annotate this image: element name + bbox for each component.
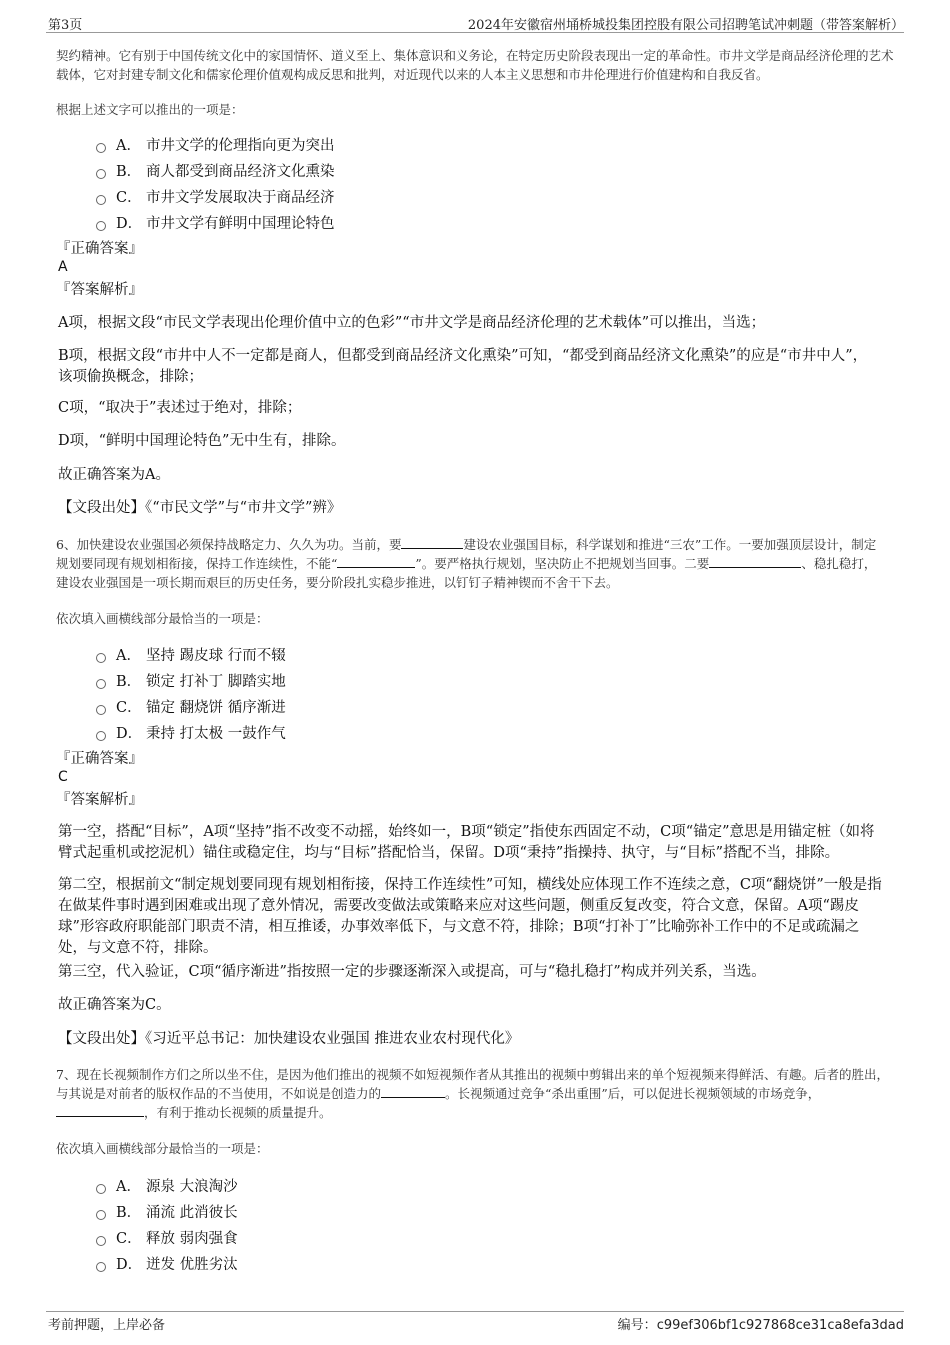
- q6-blank-2: [337, 555, 415, 568]
- source-title: 《习近平总书记：加快建设农业强国 推进农业农村现代化》: [145, 1031, 520, 1047]
- footer-slogan: 考前押题，上岸必备: [48, 1318, 166, 1333]
- q6-stem-part: 6、加快建设农业强国必须保持战略定力、久久为功。当前，要: [56, 537, 402, 552]
- q7-stem-part: 7、现在长视频制作方们之所以坐不住，是因为他们推出的视频不如短视频作者从其推出的视频中剪辑出来的单个短视频来得鲜活、有趣。后者的胜出，与其说是对前者的版权作品的不当使用，不如说是创造力的: [56, 1067, 889, 1101]
- option-letter: D．: [116, 216, 143, 232]
- q5-analysis-b: B项，根据文段“市井中人不一定都是商人，但都受到商品经济文化熏染”可知，“都受到商品经济文化熏染”的应是“市井中人”，该项偷换概念，排除；: [58, 348, 868, 385]
- q7-stem-part: 。长视频通过竞争“杀出重围”后，可以促进长视频领域的市场竞争，: [445, 1086, 821, 1101]
- option-letter: B．: [116, 1205, 142, 1221]
- option-text: 市井文学有鲜明中国理论特色: [146, 216, 335, 232]
- q6-analysis-blank-3: 第三空，代入验证，C项“循序渐进”指按照一定的步骤逐渐深入或提高，可与“稳扎稳打”构成并列关系，当选。: [58, 964, 766, 980]
- radio-icon[interactable]: [96, 653, 106, 663]
- q6-conclusion: 故正确答案为C。: [58, 997, 171, 1013]
- radio-icon[interactable]: [96, 705, 106, 715]
- option-text: 商人都受到商品经济文化熏染: [146, 164, 335, 180]
- option-text: 迸发 优胜劣汰: [146, 1257, 238, 1273]
- q6-source: [58, 1029, 519, 1050]
- source-title: 《“市民文学”与“市井文学”辨》: [145, 500, 342, 516]
- q6-prompt: 依次填入画横线部分最恰当的一项是：: [56, 611, 269, 626]
- q7-option-a[interactable]: [96, 1175, 238, 1196]
- option-text: 市井文学的伦理指向更为突出: [146, 138, 335, 154]
- option-letter: D．: [116, 1257, 143, 1273]
- document-title: 2024年安徽宿州埇桥城投集团控股有限公司招聘笔试冲刺题（带答案解析）: [467, 18, 904, 33]
- option-letter: D．: [116, 726, 143, 742]
- radio-icon[interactable]: [96, 679, 106, 689]
- q5-answer: A: [58, 259, 68, 275]
- q7-stem-part: ，有利于推动长视频的质量提升。: [144, 1105, 332, 1120]
- q6-option-c[interactable]: [96, 696, 286, 717]
- q7-prompt: 依次填入画横线部分最恰当的一项是：: [56, 1141, 269, 1156]
- option-letter: A．: [116, 1179, 141, 1195]
- header-divider: [46, 32, 904, 33]
- option-text: 释放 弱肉强食: [146, 1231, 238, 1247]
- q6-option-a[interactable]: [96, 644, 286, 665]
- q5-option-a[interactable]: [96, 134, 335, 155]
- q6-answer-label: 『正确答案』: [56, 751, 143, 767]
- q6-stem-part: ”。要严格执行规划，坚决防止不把规划当回事。二要: [415, 556, 710, 571]
- radio-icon[interactable]: [96, 195, 106, 205]
- q5-option-b[interactable]: [96, 160, 335, 181]
- option-letter: A．: [116, 138, 141, 154]
- q7-option-d[interactable]: [96, 1253, 238, 1274]
- q5-prompt: 根据上述文字可以推出的一项是：: [56, 102, 244, 117]
- radio-icon[interactable]: [96, 169, 106, 179]
- option-text: 源泉 大浪淘沙: [146, 1179, 238, 1195]
- q7-blank-2: [56, 1104, 144, 1117]
- q6-stem-part: 、稳扎稳打，建设农业强国是一项长期而艰巨的历史任务，要分阶段扎实稳步推进，以钉钉子精神锲而不舍干下去。: [56, 556, 877, 590]
- option-letter: A．: [116, 648, 141, 664]
- option-text: 秉持 打太极 一鼓作气: [146, 726, 286, 742]
- q7-stem: [56, 1065, 894, 1122]
- option-letter: B．: [116, 674, 142, 690]
- footer-divider: [46, 1311, 904, 1312]
- option-letter: C．: [116, 190, 142, 206]
- radio-icon[interactable]: [96, 1184, 106, 1194]
- option-text: 市井文学发展取决于商品经济: [146, 190, 335, 206]
- q5-analysis-c: C项，“取决于”表述过于绝对，排除；: [58, 400, 302, 416]
- radio-icon[interactable]: [96, 221, 106, 231]
- radio-icon[interactable]: [96, 143, 106, 153]
- q5-analysis-a: A项，根据文段“市民文学表现出伦理价值中立的色彩”“市井文学是商品经济伦理的艺术载体”可以推出，当选；: [58, 315, 766, 331]
- document-code: [618, 1314, 904, 1333]
- q6-analysis-blank-2: 第二空，根据前文“制定规划要同现有规划相衔接，保持工作连续性”可知，横线处应体现工作不连续之意，C项“翻烧饼”一般是指在做某件事时遇到困难或出现了意外情况，需要改变做法或策略来应对这些问题，侧重反复改变，符合文意，保留。A项“踢皮球”形容政府职能部门职责不清，相互推诿，办事效率低下，与文意不符，排除；B项“打补丁”比喻弥补工作中的不足或疏漏之处，与文意不符，排除。: [58, 877, 882, 956]
- q6-analysis-blank-1: 第一空，搭配“目标”，A项“坚持”指不改变不动摇，始终如一，B项“锁定”指使东西固定不动，C项“锚定”意思是用锚定桩（如将臂式起重机或挖泥机）锚住或稳定住，均与“目标”搭配恰当，保留。D项“秉持”指操持、执守，与“目标”搭配不当，排除。: [58, 824, 875, 861]
- option-letter: B．: [116, 164, 142, 180]
- q7-blank-1: [381, 1085, 445, 1098]
- code-value: c99ef306bf1c927868ce31ca8efa3dad: [656, 1318, 904, 1333]
- intro-paragraph: 契约精神。它有别于中国传统文化中的家国情怀、道义至上、集体意识和义务论，在特定历史阶段表现出一定的革命性。市井文学是商品经济伦理的艺术载体，它对封建专制文化和儒家伦理价值观构成反思和批判，对近现代以来的人本主义思想和市井伦理进行价值建构和自我反省。: [56, 48, 894, 82]
- q5-option-d[interactable]: [96, 212, 335, 233]
- radio-icon[interactable]: [96, 731, 106, 741]
- radio-icon[interactable]: [96, 1262, 106, 1272]
- option-text: 涌流 此消彼长: [146, 1205, 238, 1221]
- option-letter: C．: [116, 700, 142, 716]
- q5-option-c[interactable]: [96, 186, 335, 207]
- option-letter: C．: [116, 1231, 142, 1247]
- radio-icon[interactable]: [96, 1236, 106, 1246]
- q6-blank-1: [401, 536, 463, 549]
- q7-option-b[interactable]: [96, 1201, 238, 1222]
- q6-stem: [56, 535, 886, 592]
- q6-answer: C: [58, 769, 68, 785]
- q6-option-d[interactable]: [96, 722, 286, 743]
- q5-analysis-d: D项，“鲜明中国理论特色”无中生有，排除。: [58, 433, 346, 449]
- q5-conclusion: 故正确答案为A。: [58, 467, 170, 483]
- option-text: 坚持 踢皮球 行而不辍: [146, 648, 286, 664]
- q6-option-b[interactable]: [96, 670, 286, 691]
- option-text: 锚定 翻烧饼 循序渐进: [146, 700, 286, 716]
- q6-stem-part: 建设农业强国目标，科学谋划和推进“三农”工作。一要加强顶层设计，制定规划要同现有规划相衔接，保持工作连续性，不能“: [56, 537, 877, 571]
- page-number: 第3页: [48, 18, 83, 33]
- source-label: 【文段出处】: [58, 500, 145, 516]
- option-text: 锁定 打补丁 脚踏实地: [146, 674, 286, 690]
- q6-analysis-label: 『答案解析』: [56, 792, 143, 808]
- q6-blank-3: [709, 555, 801, 568]
- q5-answer-label: 『正确答案』: [56, 241, 143, 257]
- q5-source: [58, 498, 341, 519]
- source-label: 【文段出处】: [58, 1031, 145, 1047]
- q7-option-c[interactable]: [96, 1227, 238, 1248]
- radio-icon[interactable]: [96, 1210, 106, 1220]
- code-label: 编号：: [617, 1318, 657, 1333]
- q5-analysis-label: 『答案解析』: [56, 282, 143, 298]
